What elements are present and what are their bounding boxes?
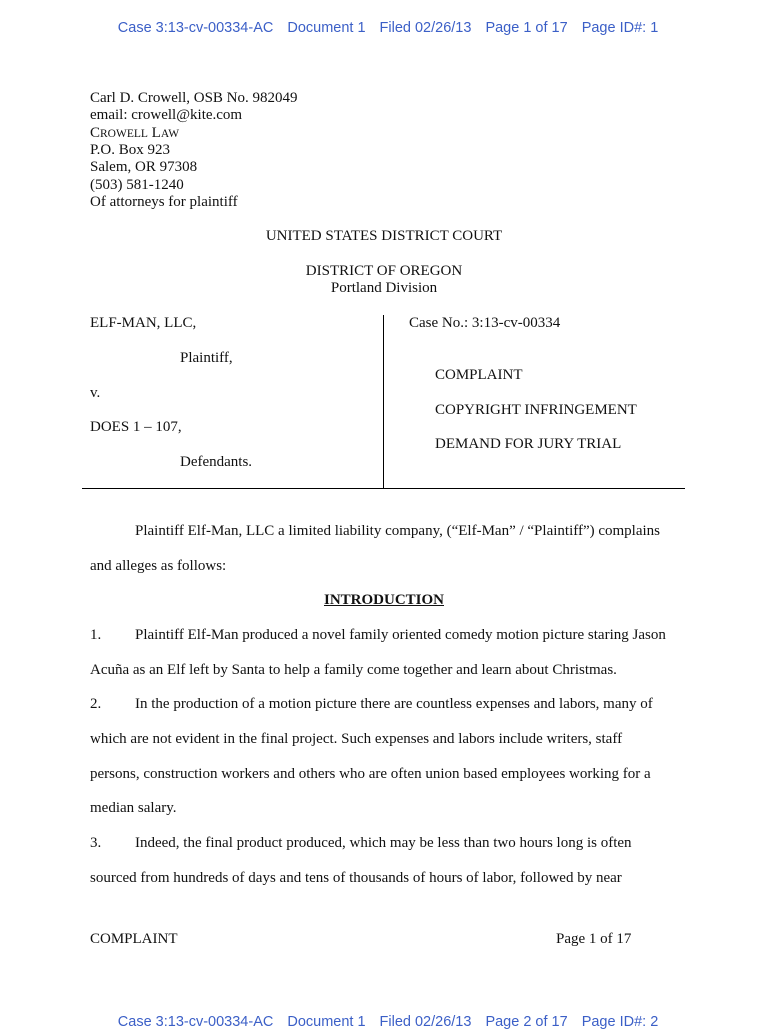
paragraph-3-line-2: sourced from hundreds of days and tens of thousands of hours of labor, followed by near (90, 870, 622, 886)
versus: v. (90, 385, 101, 401)
firm-second-rest: AW (160, 128, 180, 140)
attorney-phone: (503) 581-1240 (90, 177, 184, 193)
paragraph-3-line-1: Indeed, the final product produced, which may be less than two hours long is often (135, 835, 632, 851)
header-page-count: Page 1 of 17 (485, 20, 568, 36)
doc-title-copyright: COPYRIGHT INFRINGEMENT (435, 402, 637, 418)
paragraph-2-line-3: persons, construction workers and others who are often union based employees working for a (90, 766, 651, 782)
attorney-po-box: P.O. Box 923 (90, 142, 171, 158)
doc-title-jury: DEMAND FOR JURY TRIAL (435, 436, 622, 452)
court-division: Portland Division (330, 280, 438, 296)
header-document: Document 1 (287, 1014, 366, 1030)
plaintiff-label: Plaintiff, (180, 350, 233, 366)
caption-divider-vertical (383, 315, 384, 489)
attorney-city: Salem, OR 97308 (90, 159, 198, 175)
header-page-id: Page ID#: 2 (581, 1014, 659, 1030)
header-page-id: Page ID#: 1 (581, 20, 659, 36)
doc-title-complaint: COMPLAINT (435, 367, 523, 383)
attorney-firm (90, 125, 179, 144)
footer-doc-name: COMPLAINT (90, 931, 178, 947)
caption-divider-horizontal (82, 488, 685, 489)
court-district: DISTRICT OF OREGON (305, 263, 463, 279)
header-case-number: Case 3:13-cv-00334-AC (117, 20, 274, 36)
intro-line-2: and alleges as follows: (90, 558, 227, 574)
header-case-number: Case 3:13-cv-00334-AC (117, 1014, 274, 1030)
court-name: UNITED STATES DISTRICT COURT (265, 228, 503, 244)
intro-line-1: Plaintiff Elf-Man, LLC a limited liability company, (“Elf-Man” / “Plaintiff”) complains (135, 523, 661, 539)
section-heading-introduction: INTRODUCTION (323, 592, 444, 608)
paragraph-1-number: 1. (90, 627, 102, 643)
paragraph-2-line-4: median salary. (90, 800, 177, 816)
firm-second-cap: L (151, 125, 161, 141)
defendant-label: Defendants. (180, 454, 253, 470)
footer-page-number: Page 1 of 17 (556, 931, 632, 947)
paragraph-3-number: 3. (90, 835, 102, 851)
ecf-header-top (0, 4, 768, 36)
case-number: Case No.: 3:13-cv-00334 (409, 315, 561, 331)
firm-first-rest: ROWELL (100, 128, 148, 140)
defendant-name: DOES 1 – 107, (90, 419, 182, 435)
header-page-count: Page 2 of 17 (485, 1014, 568, 1030)
header-filed-date: Filed 02/26/13 (379, 1014, 472, 1030)
attorney-email: email: crowell@kite.com (90, 107, 243, 123)
ecf-header-bottom (0, 998, 768, 1030)
header-filed-date: Filed 02/26/13 (379, 20, 472, 36)
plaintiff-name: ELF-MAN, LLC, (90, 315, 197, 331)
paragraph-1-line-1: Plaintiff Elf-Man produced a novel family oriented comedy motion picture staring Jason (135, 627, 666, 643)
paragraph-2-number: 2. (90, 696, 102, 712)
paragraph-2-line-1: In the production of a motion picture there are countless expenses and labors, many of (135, 696, 653, 712)
firm-first-cap: C (90, 125, 101, 141)
paragraph-2-line-2: which are not evident in the final project. Such expenses and labors include writers, staff (90, 731, 623, 747)
attorney-role: Of attorneys for plaintiff (90, 194, 238, 210)
attorney-name: Carl D. Crowell, OSB No. 982049 (90, 90, 298, 106)
header-document: Document 1 (287, 20, 366, 36)
paragraph-1-line-2: Acuña as an Elf left by Santa to help a family come together and learn about Christmas. (90, 662, 617, 678)
